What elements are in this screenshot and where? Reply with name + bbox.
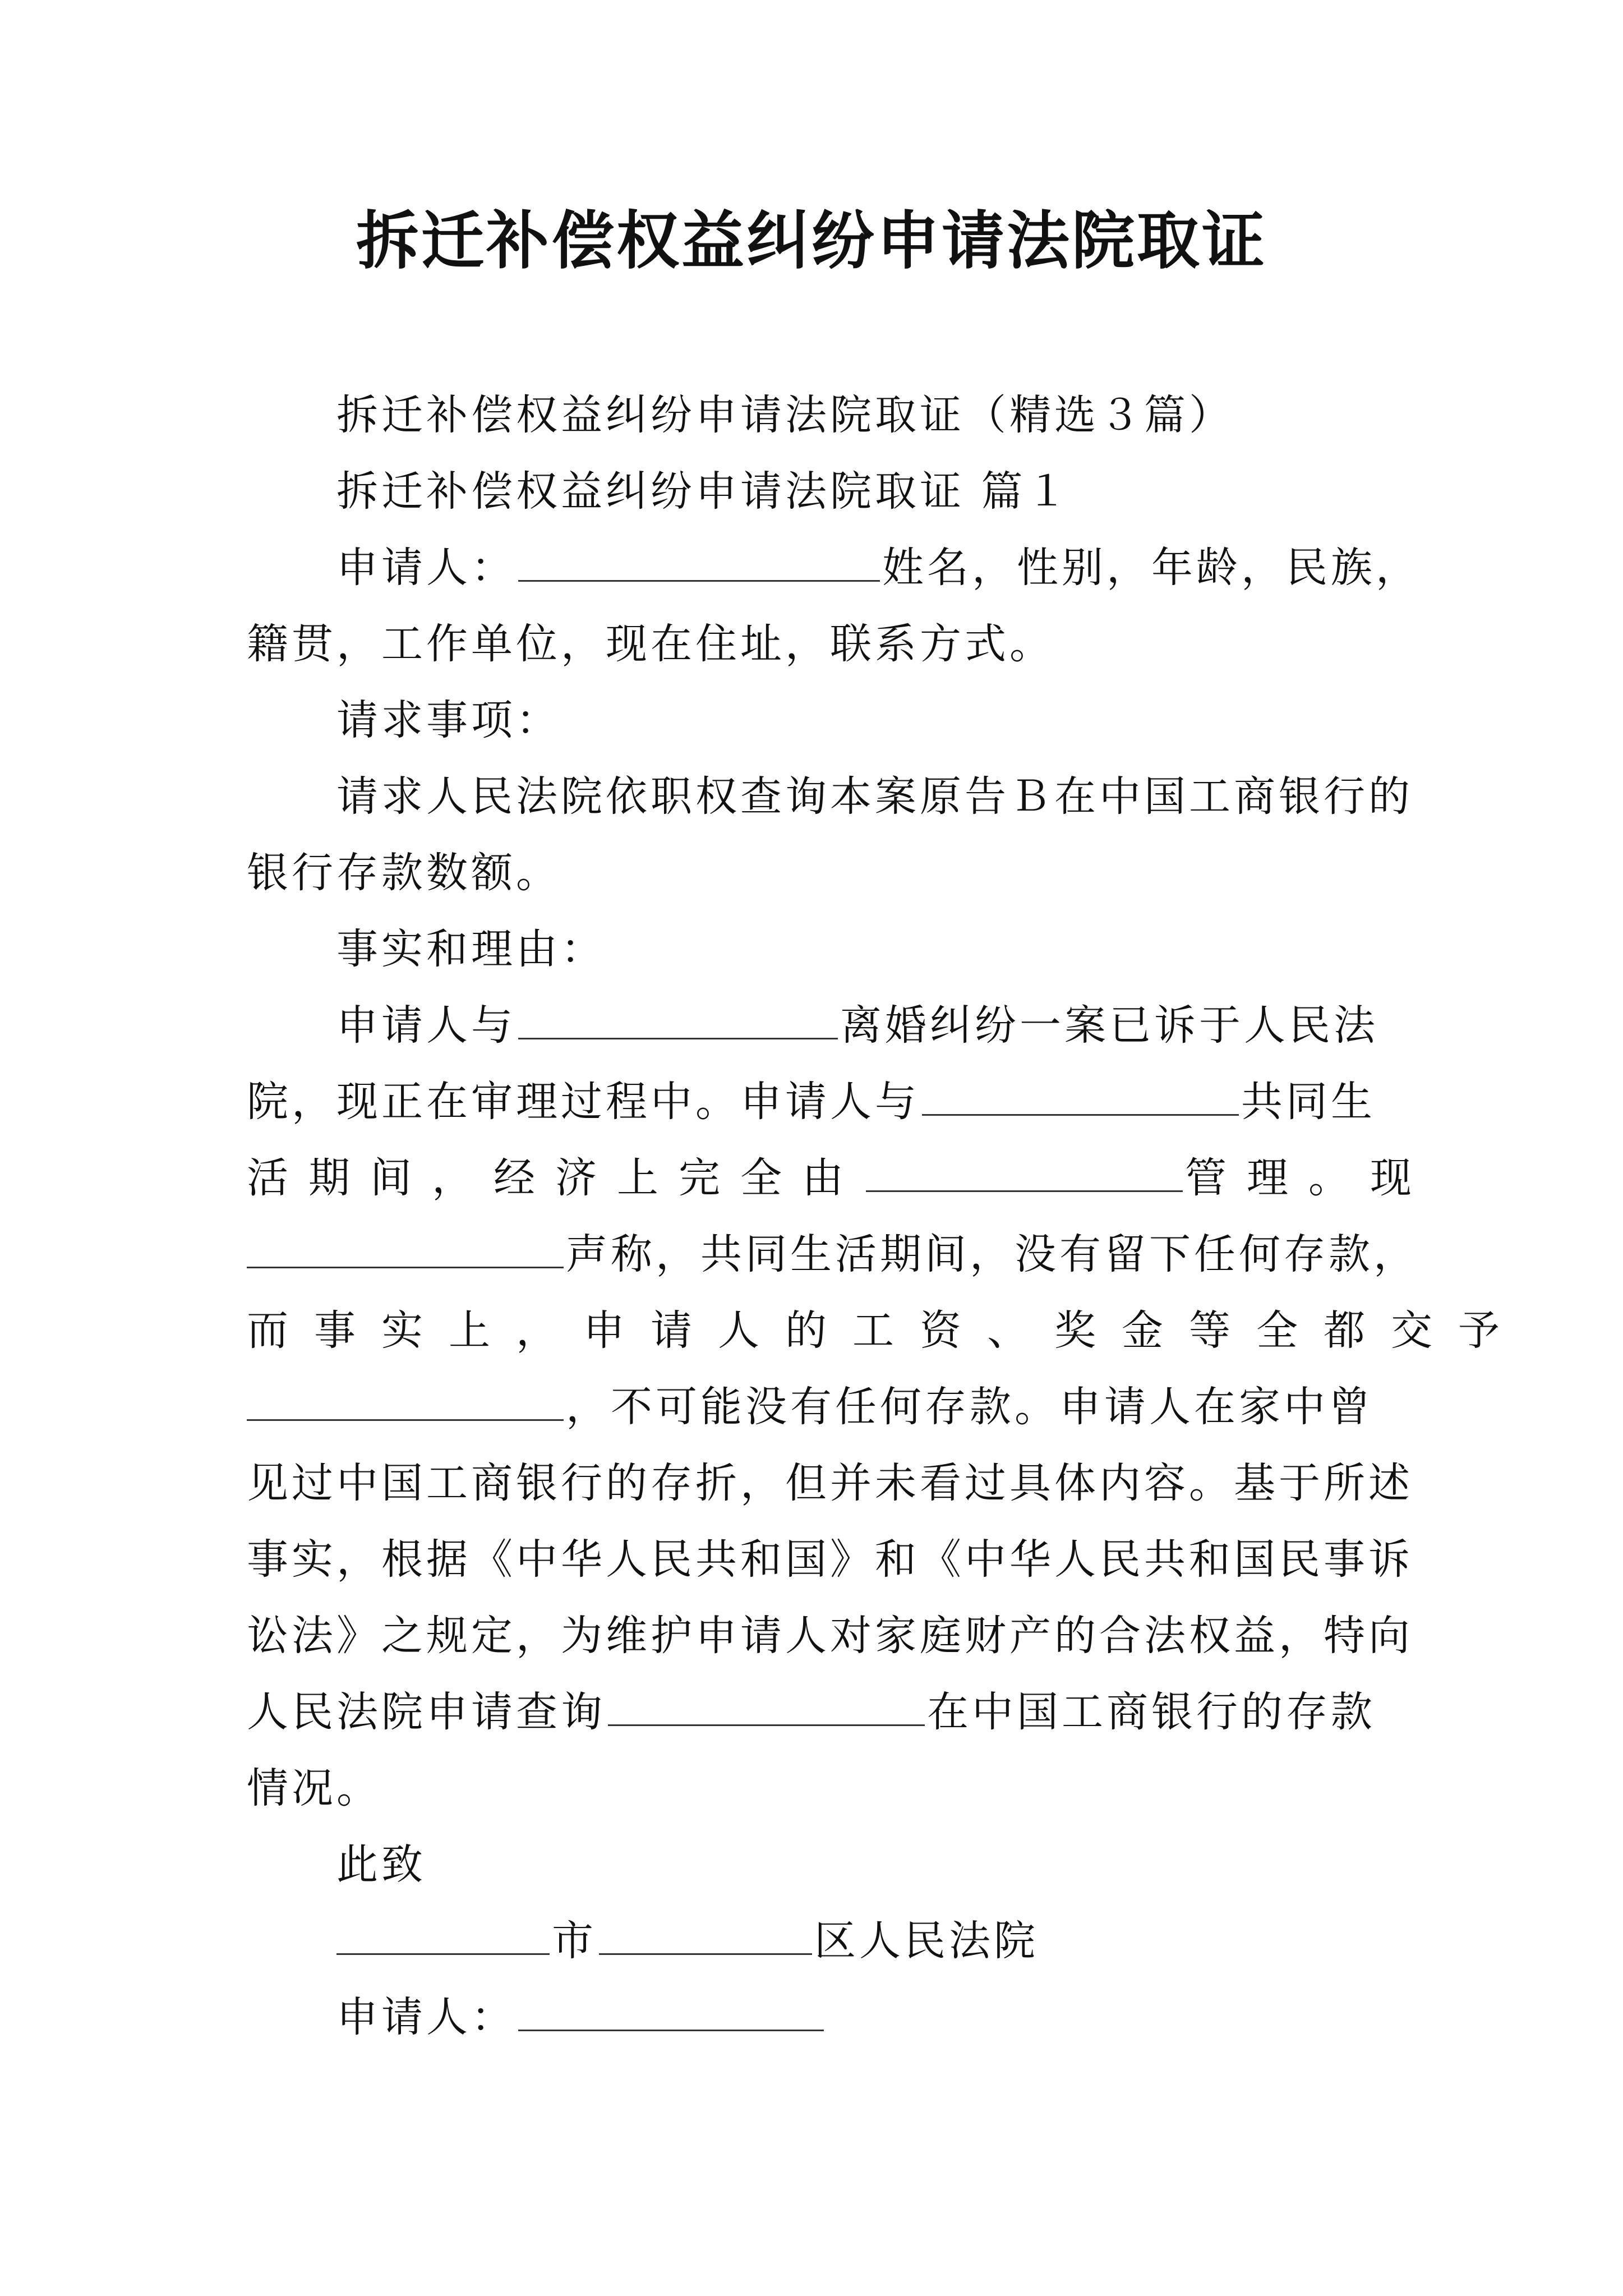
section-heading: 拆迁补偿权益纠纷申请法院取证 篇１ — [336, 467, 1071, 516]
facts-text: 院，现正在审理过程中。申请人与 — [247, 1078, 920, 1126]
applicant-label: 申请人： — [336, 544, 516, 592]
applicant-details-2: 籍贯，工作单位，现在住址，联系方式。 — [247, 620, 1054, 668]
facts-text: 声称，共同生活期间，没有留下任何存款， — [566, 1230, 1418, 1278]
city-suffix: 市 — [552, 1917, 597, 1965]
party-blank — [247, 1227, 564, 1268]
facts-line-3 — [247, 1150, 1432, 1206]
request-heading: 请求事项： — [336, 696, 561, 744]
signature-line — [336, 1989, 826, 2045]
court-line — [336, 1913, 1039, 1969]
district-suffix: 区人民法院 — [814, 1917, 1039, 1965]
facts-line-8: 事实，根据《中华人民共和国》和《中华人民共和国民事诉 — [247, 1535, 1413, 1584]
facts-line-4 — [247, 1226, 1418, 1282]
applicant-line — [336, 540, 1421, 596]
facts-text: 管理。现 — [1185, 1154, 1432, 1202]
facts-line-9: 讼法》之规定，为维护申请人对家庭财产的合法权益，特向 — [247, 1612, 1413, 1660]
facts-line-1 — [336, 997, 1378, 1053]
document-title: 拆迁补偿权益纠纷申请法院取证 — [356, 205, 1267, 278]
signature-label: 申请人： — [336, 1993, 516, 2041]
facts-text: 共同生 — [1241, 1078, 1376, 1126]
facts-heading: 事实和理由： — [336, 925, 606, 973]
applicant-name-blank — [518, 541, 880, 582]
closing: 此致 — [336, 1841, 426, 1889]
facts-text: 离婚纠纷一案已诉于人民法 — [840, 1001, 1378, 1050]
party-blank — [247, 1380, 564, 1421]
facts-line-7: 见过中国工商银行的存折，但并未看过具体内容。基于所述 — [247, 1459, 1413, 1507]
request-line-1: 请求人民法院依职权查询本案原告Ｂ在中国工商银行的 — [336, 772, 1413, 821]
party-blank — [922, 1075, 1239, 1116]
party-blank — [518, 999, 838, 1039]
subtitle: 拆迁补偿权益纠纷申请法院取证（精选３篇） — [336, 391, 1234, 439]
request-line-2: 银行存款数额。 — [247, 849, 561, 897]
facts-text: ，不可能没有任何存款。申请人在家中曾 — [566, 1383, 1373, 1431]
facts-line-2 — [247, 1074, 1376, 1130]
facts-text: 活期间，经济上完全由 — [247, 1154, 864, 1202]
city-blank — [336, 1914, 550, 1955]
facts-line-10 — [247, 1684, 1376, 1740]
facts-text: 申请人与 — [336, 1001, 516, 1050]
facts-text: 在中国工商银行的存款 — [927, 1688, 1376, 1736]
facts-line-5: 而事实上，申请人的工资、奖金等全都交予 — [247, 1306, 1525, 1355]
applicant-details-1: 姓名，性别，年龄，民族， — [882, 544, 1421, 592]
facts-line-6 — [247, 1379, 1373, 1435]
party-blank — [866, 1151, 1183, 1192]
signature-blank — [518, 1990, 824, 2031]
facts-text: 人民法院申请查询 — [247, 1688, 606, 1736]
district-blank — [599, 1914, 812, 1955]
party-blank — [608, 1685, 925, 1726]
facts-line-11: 情况。 — [247, 1764, 381, 1812]
